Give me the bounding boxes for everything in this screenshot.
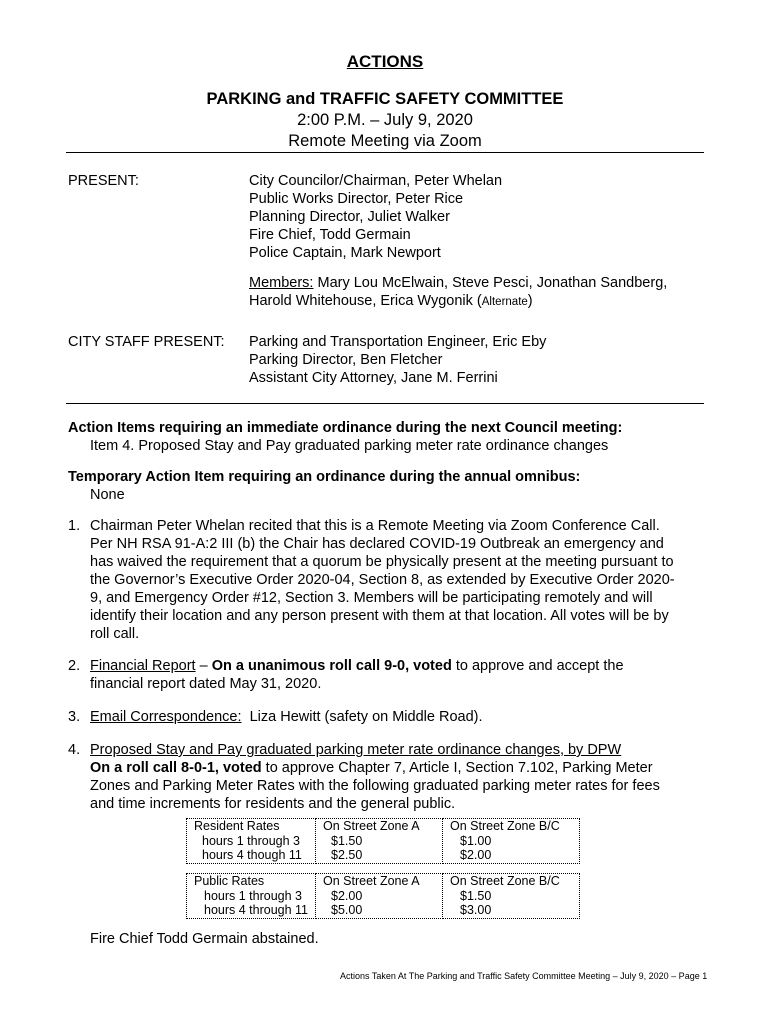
- table-cell: [316, 819, 443, 864]
- present-name: City Councilor/Chairman, Peter Whelan: [249, 173, 503, 189]
- item2-rest: to approve and accept the: [451, 658, 624, 674]
- table-cell-text: $5.00: [331, 903, 363, 917]
- item1-line: the Governor’s Executive Order 2020-04, Section 8, as extended by Executive Order 2020-: [90, 572, 675, 588]
- page-footer: Actions Taken At The Parking and Traffic Safety Committee Meeting – July 9, 2020 – Page 1: [340, 971, 708, 981]
- temporary-items-heading: Temporary Action Item requiring an ordinance during the annual omnibus:: [68, 469, 581, 485]
- financial-report-title: Financial Report: [90, 658, 196, 674]
- table-row: [187, 819, 580, 864]
- abstained-note: Fire Chief Todd Germain abstained.: [90, 931, 319, 947]
- alternate-note: Alternate: [481, 296, 528, 308]
- table-cell: [316, 874, 443, 919]
- item-number: 1.: [68, 518, 81, 534]
- vote-text: On a unanimous roll call 9-0, voted: [211, 658, 452, 674]
- email-correspondence-title: Email Correspondence:: [90, 709, 242, 725]
- table-cell-text: $2.50: [331, 848, 363, 862]
- members-label: Members:: [249, 275, 314, 291]
- table-cell-text: $1.50: [331, 833, 363, 848]
- table-cell: [443, 874, 580, 919]
- members-names: Harold Whitehouse, Erica Wygonik (: [249, 293, 482, 309]
- table-header: On Street Zone B/C: [450, 874, 560, 888]
- action-items-item: Item 4. Proposed Stay and Pay graduated parking meter rate ordinance changes: [90, 438, 609, 454]
- meeting-time: 2:00 P.M. – July 9, 2020: [297, 111, 473, 129]
- staff-name: Assistant City Attorney, Jane M. Ferrini: [249, 370, 498, 386]
- members-names: Mary Lou McElwain, Steve Pesci, Jonathan Sandberg,: [313, 275, 668, 291]
- action-items-heading: Action Items requiring an immediate ordinance during the next Council meeting:: [68, 420, 623, 436]
- public-rates-table: [186, 873, 580, 919]
- table-header: On Street Zone B/C: [450, 819, 560, 833]
- table-cell-text: hours 4 though 11: [202, 848, 302, 862]
- members-close: ): [527, 293, 533, 309]
- staff-name: Parking and Transportation Engineer, Eric Eby: [249, 334, 547, 350]
- staff-label: CITY STAFF PRESENT:: [68, 334, 225, 350]
- table-cell: [187, 819, 316, 864]
- table-header: Public Rates: [194, 874, 265, 888]
- table-header: Resident Rates: [194, 819, 280, 833]
- item4-line: Zones and Parking Meter Rates with the following graduated parking meter rates for fees: [90, 778, 660, 794]
- item-number: 4.: [68, 742, 81, 758]
- staff-name: Parking Director, Ben Fletcher: [249, 352, 443, 368]
- present-name: Public Works Director, Peter Rice: [249, 191, 464, 207]
- present-name: Police Captain, Mark Newport: [249, 245, 441, 261]
- members-line: [249, 274, 667, 292]
- item4-line: and time increments for residents and the general public.: [90, 796, 456, 812]
- table-row: [187, 874, 580, 919]
- present-label: PRESENT:: [68, 173, 139, 189]
- resident-rates-table: [186, 818, 580, 864]
- item2-line: financial report dated May 31, 2020.: [90, 676, 322, 692]
- table-header: On Street Zone A: [323, 819, 420, 833]
- dash: –: [195, 658, 212, 674]
- members-line: [249, 292, 533, 311]
- header-divider: [66, 152, 704, 153]
- table-cell: [443, 819, 580, 864]
- item1-line: 9, and Emergency Order #12, Section 3. Members will be participating remotely and will: [90, 590, 653, 606]
- table-cell-text: $1.00: [460, 833, 492, 848]
- item1-line: roll call.: [90, 626, 140, 642]
- item3-rest: Liza Hewitt (safety on Middle Road).: [241, 709, 483, 725]
- table-cell-text: hours 4 through 11: [204, 903, 309, 917]
- table-cell-text: $1.50: [460, 888, 492, 903]
- item2-line: [90, 657, 624, 675]
- document-title: ACTIONS: [346, 52, 424, 71]
- section-divider: [66, 403, 704, 404]
- item1-line: identify their location and any person present with them at that location. All votes will be by: [90, 608, 669, 624]
- temporary-items-item: None: [90, 487, 125, 503]
- present-name: Planning Director, Juliet Walker: [249, 209, 450, 225]
- table-cell-text: hours 1 through 3: [204, 888, 302, 903]
- vote-text: On a roll call 8-0-1, voted: [90, 760, 262, 776]
- table-cell-text: $2.00: [460, 848, 492, 862]
- item4-title: Proposed Stay and Pay graduated parking meter rate ordinance changes, by DPW: [90, 742, 622, 758]
- table-cell: [187, 874, 316, 919]
- meeting-place: Remote Meeting via Zoom: [288, 132, 482, 150]
- item4-line: [90, 759, 653, 777]
- item-number: 2.: [68, 658, 81, 674]
- present-name: Fire Chief, Todd Germain: [249, 227, 411, 243]
- item1-line: has waived the requirement that a quorum be physically present at the meeting pursuant to: [90, 554, 674, 570]
- table-cell-text: hours 1 through 3: [202, 833, 300, 848]
- table-cell-text: $2.00: [331, 888, 363, 903]
- item1-line: Per NH RSA 91-A:2 III (b) the Chair has declared COVID-19 Outbreak an emergency and: [90, 536, 664, 552]
- item-number: 3.: [68, 709, 81, 725]
- table-header: On Street Zone A: [323, 874, 420, 888]
- item4-rest: to approve Chapter 7, Article I, Section 7.102, Parking Meter: [261, 760, 653, 776]
- item3-line: [90, 708, 483, 726]
- item1-line: Chairman Peter Whelan recited that this is a Remote Meeting via Zoom Conference Call.: [90, 518, 660, 534]
- committee-name: PARKING and TRAFFIC SAFETY COMMITTEE: [206, 90, 564, 108]
- table-cell-text: $3.00: [460, 903, 492, 917]
